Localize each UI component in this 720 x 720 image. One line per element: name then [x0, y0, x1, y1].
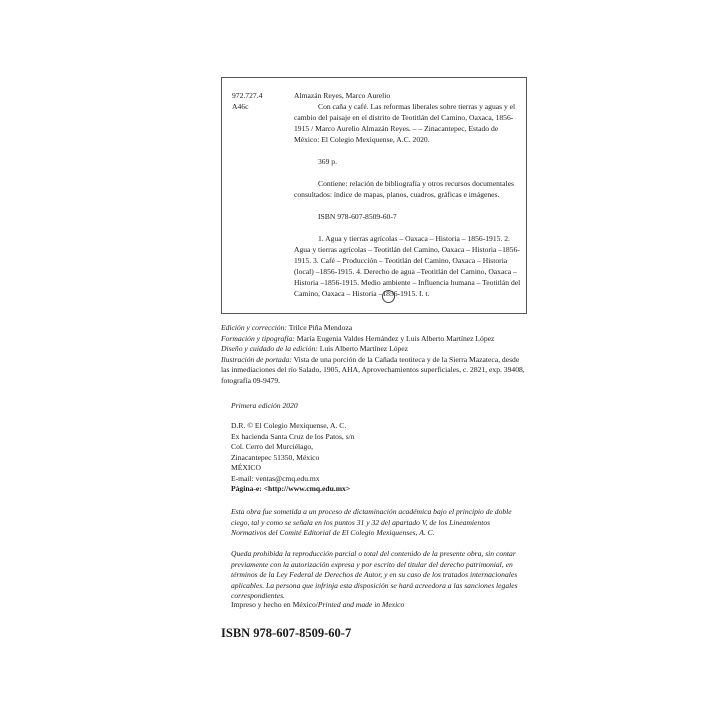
call-number-line: 972.727.4 — [232, 91, 263, 100]
credit-label: Formación y tipografía: — [221, 333, 295, 343]
review-note: Esta obra fue sometida a un proceso de dictaminación académica bajo el principio de doble ciego, tal y como se señala en los puntos 31 y 32 del apartado V, de los Lineamientos Normativos del Comité Editorial de El Colegio Mexiquenses, A. C. — [231, 507, 512, 537]
address-line: MÉXICO — [231, 463, 261, 472]
credit-value: María Eugenia Valdes Hernández y Luis Alberto Martínez López — [294, 333, 495, 343]
printed-line — [231, 600, 527, 611]
catalog-subjects: 1. Agua y tierras agrícolas – Oaxaca – Historia – 1856-1915. 2. Agua y tierras agrícolas – Teotitlán del Camino, Oaxaca – Historia –1856-1915. 3. Café – Producción – Teotitlán del Camino, Oaxaca – Historia (local) –1856-1915. 4. Derecho de agua –Teotitlán del Camino, Oaxaca – Historia –1856-1915. Medio ambiente – Influencia humana – Teotitlán del Camino, Oaxaca – Historia –1856-1915. I. t. — [294, 234, 521, 298]
credit-label: Edición y corrección: — [221, 323, 287, 332]
catalog-card — [221, 77, 527, 314]
credit-label: Diseño y cuidado de la edición: — [221, 344, 318, 353]
legal-note: Queda prohibida la reproducción parcial o total del contenido de la presente obra, sin contar previamente con la autorización expresa y por escrito del titular del derecho patrimonial, en términos de la Ley Federal de Derechos de Autor, y en su caso de los tratados internacionales aplicables. La persona que infrinja esta disposición se hará acreedora a las sanciones legales correspondientes. — [231, 549, 518, 600]
catalog-title: Con caña y café. Las reformas liberales sobre tierras y aguas y el cambio del paisaje en el distrito de Teotitlán del Camino, Oaxaca, 1856-1915 / Marco Aurelio Almazán Reyes. – – Zinacantepec, Estado de México: El Colegio Mexiquense, A.C. 2020. — [294, 102, 516, 144]
credit-line — [221, 334, 527, 345]
catalog-author: Almazán Reyes, Marco Aurelio — [294, 91, 391, 100]
credit-line — [221, 344, 527, 355]
catalog-contents: Contiene: relación de bibliografía y otros recursos documentales consultados: índice de mapas, planos, cuadros, gráficas e imágenes. — [294, 179, 514, 199]
catalog-pages: 369 p. — [318, 157, 337, 166]
address-line: Col. Cerro del Murciélago, — [231, 442, 314, 451]
address-line: D.R. © El Colegio Mexiquense, A. C. — [231, 421, 347, 430]
address-line: Ex hacienda Santa Cruz de los Patos, s/n — [231, 431, 355, 441]
call-number-line: A46c — [232, 102, 249, 111]
credit-value: Trilce Piña Mendoza — [286, 323, 353, 332]
printed-normal: Impreso y hecho en México/ — [231, 600, 318, 609]
credit-value: Vista de una porción de la Cañada teotiteca y de la Sierra Mazateca, desde las inmediaciones del río Salado, 1905, AHA, Aprovechamientos superficiales, c. 2821, exp. 39408, fotografía 09-9479. — [221, 354, 525, 385]
edition-line: Primera edición 2020 — [231, 401, 298, 410]
address-line: Zinacantepec 51350, México — [231, 452, 320, 462]
catalog-entry — [294, 90, 522, 299]
credit-line — [221, 355, 527, 387]
credit-line — [221, 323, 527, 334]
webpage-line: Página-e: <http://www.cmq.edu.mx> — [231, 484, 351, 493]
circle-mark — [382, 290, 395, 303]
call-number — [232, 90, 262, 112]
credit-label: Ilustración de portada: — [221, 354, 292, 364]
catalog-isbn: ISBN 978-607-8509-60-7 — [318, 212, 397, 221]
credits — [221, 323, 527, 386]
credit-value: Luis Alberto Martínez López — [317, 344, 409, 353]
address-line: E-mail: ventas@cmq.edu.mx — [231, 473, 320, 483]
publisher-address — [231, 421, 527, 495]
isbn-footer: ISBN 978-607-8509-60-7 — [221, 626, 352, 640]
printed-italic: Printed and made in Mexico — [317, 600, 405, 609]
